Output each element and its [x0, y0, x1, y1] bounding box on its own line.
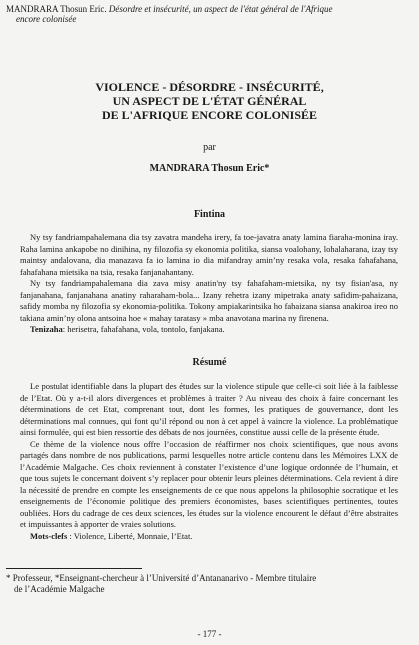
fintina-keywords-label: Tenizaha	[30, 324, 63, 334]
fintina-paragraph-2: Ny tsy fandriampahalemana dia zava misy anatin'ny tsy fahafaham-mietsika, ny tsy fisian'asa, ny fanjanahana, fanjanahana anatiny raharaham-bola... Izany rehetra izany mipetraka anaty safidim-pahaizana, safidy momba ny filozofia sy ekonomia-politika. Tokony ampiakarintsika ho fahaizana siansa anakiroa ireo no takiana amin’ny olona antsoina hoe « mahay taratasy » mba anavotana marina ny firenena.	[20, 278, 398, 323]
resume-keywords	[20, 531, 398, 543]
header-author: MANDRARA Thosun Eric.	[6, 4, 107, 14]
footnote	[6, 573, 406, 595]
resume-paragraph-1: Le postulat identifiable dans la plupart des études sur la violence stipule que celle-ci soit liée à la faiblesse de l’Etat. Où y a-t-il alors divergences et problèmes à traiter ? Au niveau des choix à faire concernant les déterminations de cet Etat, comprenant tout, dont les formes, les pratiques de gouvernance, dont les déterminations mal connues, qui font qu’il répond ou non à cet appel à vaincre la violence. La problématique ainsi formulée, qui est bien ressortie des débats de nos journées, constitue aussi celle de la présente étude.	[20, 381, 398, 437]
fintina-heading: Fintina	[193, 209, 226, 220]
fintina-keywords	[20, 324, 398, 336]
byline-par: par	[203, 142, 216, 153]
resume-keywords-text: : Violence, Liberté, Monnaie, l’Etat.	[67, 530, 193, 541]
fintina-keywords-text: : herisetra, fahafahana, vola, tontolo, fanjakana.	[62, 324, 225, 334]
resume-paragraph-2: Ce thème de la violence nous offre l’occasion de réaffirmer nos choix scientifiques, que nous avons partagés dans nombre de nos publications, parmi lesquelles notre article contenu dans les Mémoires LXX de l’Académie Malgache. Ces choix reviennent à constater l’existence d’une logique ordonnée de l’humain, et que tous sujets le concernant doivent s’y replacer pour obtenir leurs pleines déterminations. Cela revient à dire la nécessité de prendre en compte les enseignements de ce que nous appelons la philosophie socratique et les enseignements de l’économie politique des premiers économistes, bases scientifiques pertinentes, toutes oubliées. Hors du cadrage de ces deux sciences, les études sur la violence encourent le défaut d’être abstraites et impuissantes à apporter de vraies solutions.	[20, 438, 398, 529]
title-line-1: VIOLENCE - DÉSORDRE - INSÉCURITÉ,	[95, 80, 324, 94]
footnote-line-1: * Professeur, *Enseignant-chercheur à l’Université d’Antananarivo - Membre titulaire	[6, 573, 317, 583]
resume-abstract	[20, 381, 398, 542]
fintina-abstract	[20, 232, 398, 336]
author-name: MANDRARA Thosun Eric*	[149, 163, 270, 174]
footnote-divider	[6, 568, 142, 569]
running-header	[6, 4, 406, 24]
header-title: Désordre et insécurité, un aspect de l'état général de l'Afrique	[108, 4, 333, 14]
article-title	[0, 80, 419, 122]
fintina-paragraph-1: Ny tsy fandriampahalemana dia tsy zavatra mandeha irery, fa toe-javatra anaty lamina fiaraha-monina iray. Raha lamina ankapobe no dinihina, ny filozofia sy ekonomia politika, siansa voalohany, lohalaharana, izay tsy maintsy andalovana, dia manazava fa io lamina io dia mifandray amin’ny resaka vola, resaka fahafahana, fahafahana mietsika na tsia, resaka fanjanahantany.	[20, 232, 398, 277]
page-number: - 177 -	[197, 629, 222, 639]
resume-heading: Résumé	[192, 357, 227, 368]
title-line-3: DE L'AFRIQUE ENCORE COLONISÉE	[101, 108, 318, 122]
title-line-2: UN ASPECT DE L'ÉTAT GÉNÉRAL	[112, 94, 307, 108]
resume-keywords-label: Mots-clefs	[30, 530, 68, 541]
header-title-continued: encore colonisée	[16, 14, 77, 24]
footnote-line-2: de l’Académie Malgache	[14, 584, 105, 594]
